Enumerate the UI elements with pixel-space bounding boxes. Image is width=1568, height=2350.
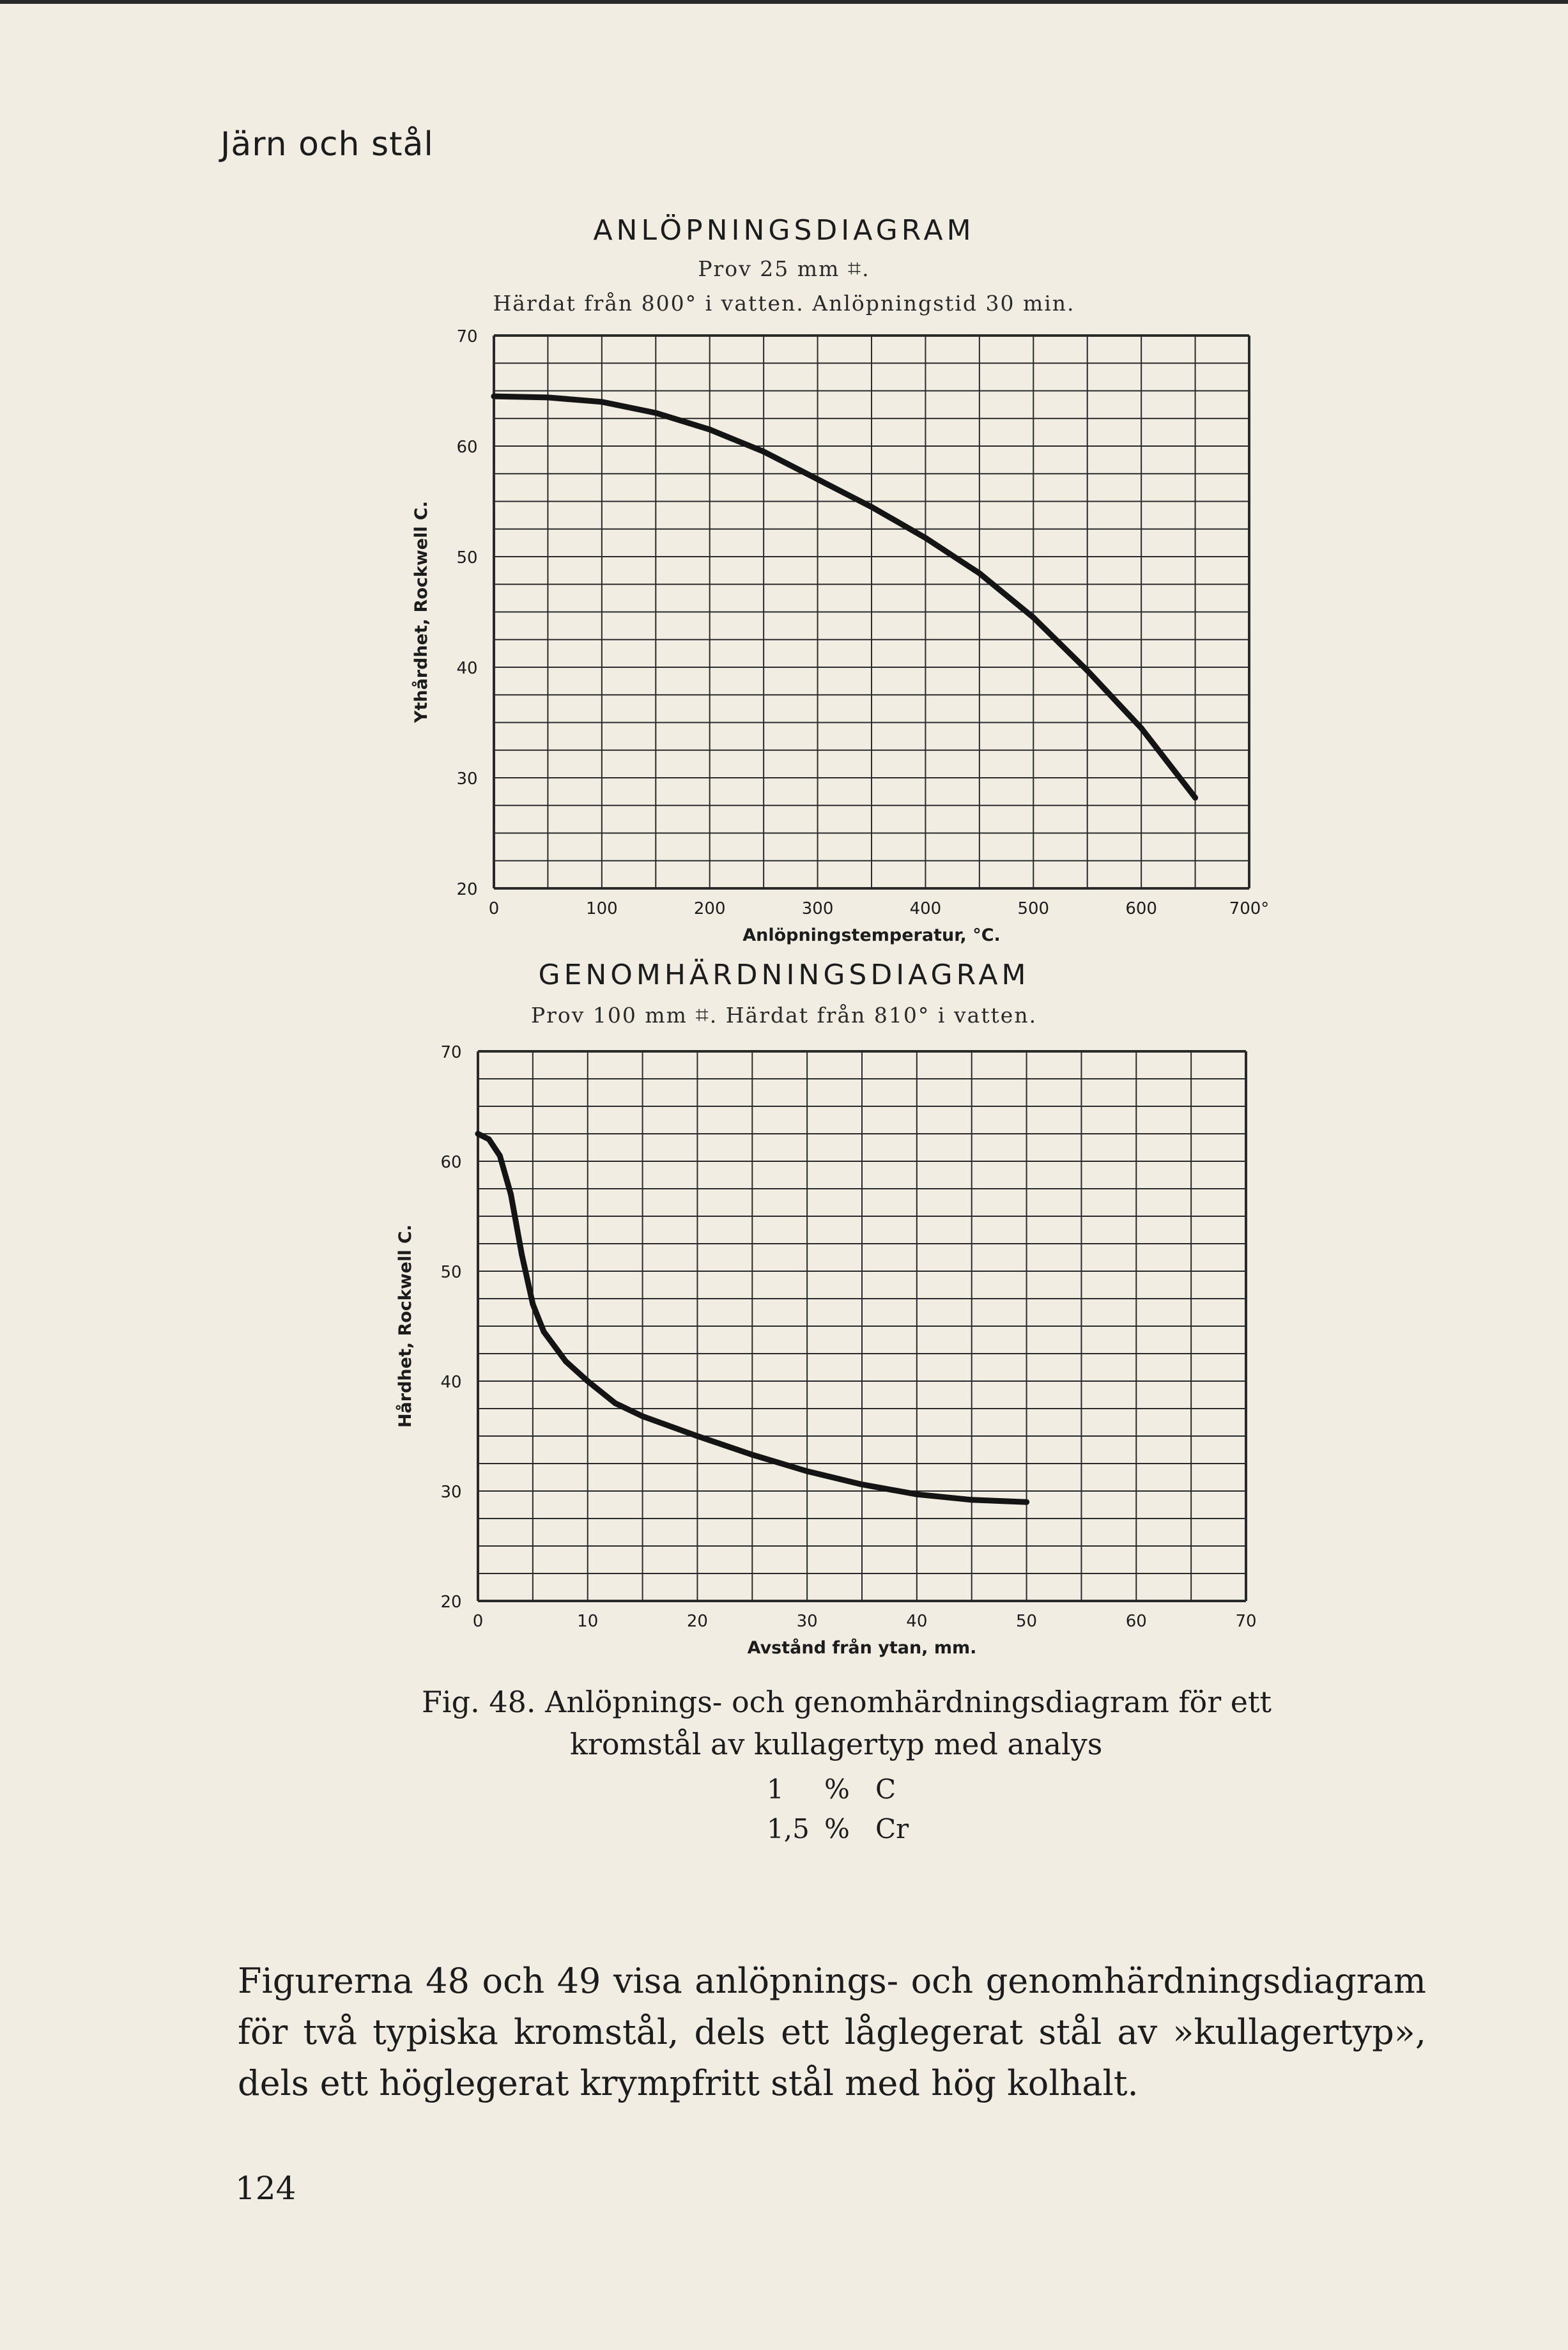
x-tick-label: 400 bbox=[909, 899, 942, 918]
data-point bbox=[761, 449, 767, 454]
analysis-row bbox=[767, 1774, 896, 1805]
data-point bbox=[585, 1379, 590, 1384]
y-tick-label: 60 bbox=[456, 438, 478, 457]
x-tick-label: 100 bbox=[586, 899, 618, 918]
analysis-value: 1 bbox=[767, 1774, 784, 1805]
data-point bbox=[519, 1252, 525, 1258]
chart1-specimen-text: Prov 25 mm bbox=[698, 256, 840, 281]
data-point bbox=[804, 1469, 810, 1474]
chart1-treatment-line: Härdat från 800° i vatten. Anlöpningstid 30 min. bbox=[493, 291, 1075, 316]
y-tick-label: 70 bbox=[456, 327, 478, 346]
data-point bbox=[707, 427, 712, 433]
x-axis-label: Avstånd från ytan, mm. bbox=[747, 1638, 977, 1658]
y-axis-label: Hårdhet, Rockwell C. bbox=[396, 1224, 415, 1428]
data-point bbox=[859, 1481, 865, 1487]
data-point bbox=[1084, 668, 1090, 674]
data-point bbox=[749, 1452, 755, 1458]
chart2-specimen-text: Prov 100 mm bbox=[530, 1003, 688, 1028]
analysis-unit: % bbox=[824, 1813, 850, 1844]
data-point bbox=[612, 1400, 618, 1406]
x-tick-label: 60 bbox=[1125, 1612, 1147, 1631]
x-tick-label: 700° bbox=[1229, 899, 1270, 918]
y-tick-label: 20 bbox=[440, 1593, 462, 1612]
data-point bbox=[695, 1434, 700, 1439]
data-point bbox=[599, 399, 604, 405]
analysis-value: 1,5 bbox=[767, 1813, 810, 1844]
chart2-title: GENOMHÄRDNINGSDIAGRAM bbox=[538, 959, 1030, 991]
x-tick-label: 300 bbox=[801, 899, 834, 918]
chart2 bbox=[395, 1043, 1257, 1658]
body-paragraph: Figurerna 48 och 49 visa anlöpnings- och genomhärdningsdiagram för två typiska kromstål, dels ett låglegerat stål av »kullagertyp», dels ett höglegerat krympfritt stål med hög kolhalt. bbox=[238, 1961, 1426, 2103]
data-point bbox=[497, 1153, 503, 1159]
hardness-curve bbox=[494, 396, 1195, 798]
x-tick-label: 0 bbox=[488, 899, 500, 918]
y-tick-label: 40 bbox=[440, 1373, 462, 1392]
x-tick-label: 70 bbox=[1235, 1612, 1257, 1631]
x-tick-label: 50 bbox=[1016, 1612, 1038, 1631]
data-point bbox=[475, 1131, 481, 1137]
data-point bbox=[1139, 725, 1144, 731]
x-tick-label: 30 bbox=[796, 1612, 818, 1631]
x-tick-label: 0 bbox=[472, 1612, 484, 1631]
page-number: 124 bbox=[235, 2170, 296, 2207]
data-point bbox=[491, 394, 497, 399]
data-point bbox=[869, 504, 875, 510]
data-point bbox=[914, 1492, 919, 1497]
data-point bbox=[640, 1414, 645, 1419]
x-tick-label: 600 bbox=[1125, 899, 1157, 918]
y-tick-label: 60 bbox=[440, 1153, 462, 1172]
data-point bbox=[923, 535, 928, 541]
analysis-unit: % bbox=[824, 1774, 850, 1805]
analysis-element: Cr bbox=[875, 1813, 909, 1844]
data-point bbox=[486, 1136, 492, 1142]
data-point bbox=[1192, 795, 1198, 801]
chart1 bbox=[411, 327, 1269, 945]
data-point bbox=[1024, 1499, 1029, 1505]
data-point bbox=[541, 1329, 547, 1334]
caption-line-1: Fig. 48. Anlöpnings- och genomhärdningsdiagram för ett bbox=[422, 1685, 1272, 1719]
data-point bbox=[969, 1497, 974, 1503]
cross-section-symbol-icon: ⌗ bbox=[695, 1002, 710, 1028]
chart2-specimen-end: . Härdat från 810° i vatten. bbox=[709, 1003, 1038, 1028]
data-point bbox=[815, 476, 820, 482]
chart1-specimen-end: . bbox=[862, 256, 870, 281]
y-tick-label: 30 bbox=[440, 1483, 462, 1502]
analysis-row bbox=[767, 1813, 909, 1844]
data-point bbox=[508, 1191, 514, 1197]
x-axis-label: Anlöpningstemperatur, °C. bbox=[742, 925, 1001, 945]
y-tick-label: 70 bbox=[440, 1043, 462, 1062]
cross-section-symbol-icon: ⌗ bbox=[847, 256, 863, 282]
analysis-element: C bbox=[875, 1774, 896, 1805]
data-point bbox=[653, 410, 659, 416]
y-tick-label: 50 bbox=[456, 548, 478, 568]
x-tick-label: 500 bbox=[1017, 899, 1050, 918]
x-tick-label: 20 bbox=[686, 1612, 708, 1631]
y-tick-label: 20 bbox=[456, 880, 478, 899]
running-head: Järn och stål bbox=[220, 125, 434, 164]
data-point bbox=[976, 570, 982, 576]
chart1-title: ANLÖPNINGSDIAGRAM bbox=[593, 214, 975, 247]
data-point bbox=[530, 1301, 535, 1307]
data-point bbox=[563, 1359, 569, 1364]
data-point bbox=[545, 394, 551, 400]
y-axis-label: Ythårdhet, Rockwell C. bbox=[411, 500, 431, 723]
x-tick-label: 200 bbox=[693, 899, 726, 918]
figure-caption bbox=[422, 1681, 1316, 1765]
y-tick-label: 50 bbox=[440, 1263, 462, 1282]
x-tick-label: 40 bbox=[906, 1612, 928, 1631]
y-tick-label: 30 bbox=[456, 769, 478, 789]
x-tick-label: 10 bbox=[577, 1612, 599, 1631]
y-tick-label: 40 bbox=[456, 659, 478, 678]
data-point bbox=[1031, 615, 1036, 621]
caption-line-2: kromstål av kullagertyp med analys bbox=[570, 1727, 1103, 1761]
